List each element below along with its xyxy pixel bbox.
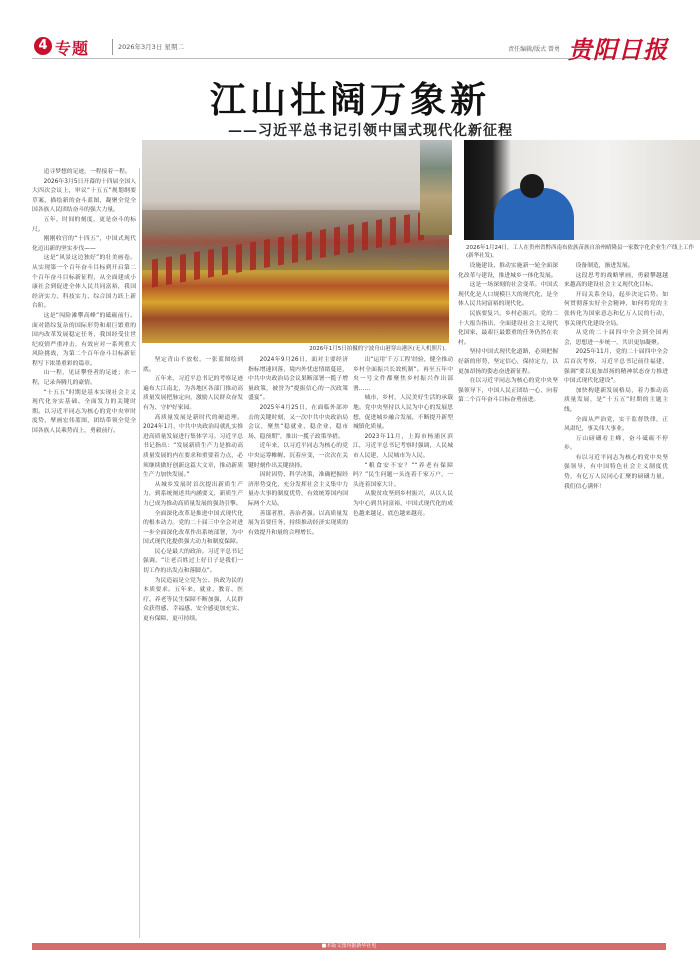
- page-header: [32, 35, 668, 64]
- paragraph: 2025年4月25日，在面临外部冲击的关键时刻，又一次中共中央政治局会议，聚焦“稳就业、稳企业、稳市场、稳预期”，推出一揽子政策举措。: [248, 404, 348, 440]
- paragraph: “十五五”时期是基本实现社会主义现代化夯实基础、全面发力的关键时期。以习近平同志为核心的党中央审时度势，擘画宏伟蓝图，团结带领全党全国各族人民乘势而上，勇毅前行。: [32, 389, 136, 435]
- worker-photo-caption: 2026年1月24日，工人在贵州省黔西南布依族苗族自治州晴隆县一家数字化企业生产线上工作(新华社发)。: [466, 245, 694, 259]
- paragraph: 全面深化改革是推进中国式现代化的根本动力。党的二十届三中全会对进一步全面深化改革作出系统部署，为中国式现代化提供强大动力和制度保障。: [143, 510, 243, 546]
- header-separator: [112, 39, 113, 55]
- port-photo: [142, 140, 449, 343]
- paragraph: 民心是最大的政治。习近平总书记强调，“让老百姓过上好日子是我们一切工作的出发点和落脚点”。: [143, 548, 243, 575]
- paragraph: 因时因势、科学决策，准确把握经济形势变化，充分发挥社会主义集中力量办大事的制度优势，有效统筹国内国际两个大局。: [248, 472, 348, 507]
- paragraph: 设施建设、推动实施新一轮全面深化改革与建设，推进城乡一体化发展。: [458, 263, 558, 279]
- paragraph: “粮食安不安？”“养老有保障吗？”民生问题一头连着千家万户，一头连着国家大计。: [353, 462, 453, 488]
- article-column-5: [458, 262, 558, 938]
- paragraph: 这是“闯险滩攀高峰”的砥砺前行。面对错综复杂的国际形势和艰巨繁重的国内改革发展稳定任务，我国经受住世纪疫情严重冲击，有效应对一系列重大风险挑战，为第二个百年奋斗目标新征程写下浓墨重彩的篇章。: [32, 312, 136, 367]
- article-column-2: [143, 356, 243, 938]
- article-subtitle: ——习近平总书记引领中国式现代化新征程: [228, 123, 513, 139]
- section-label: 专题: [55, 39, 90, 58]
- paragraph: 五年，时间的刻度，更是奋斗的标尺。: [32, 216, 136, 233]
- paragraph: 坚定青山不放松，一张蓝图绘到底。: [143, 357, 243, 373]
- paragraph: 从党的二十届四中全会到全国两会，思想进一步统一，共识更加凝聚。: [564, 330, 668, 346]
- paragraph: 近年来，以习近平同志为核心的党中央运筹帷幄、沉着应变，一次次在关键时刻作出关键抉择。: [248, 443, 348, 469]
- editor-credit: 责任编辑/版式 曾勇: [508, 46, 560, 53]
- paragraph: 有以习近平同志为核心的党中央坚强领导，有中国特色社会主义制度优势，有亿万人民同心汇聚的磅礴力量，我们信心满怀！: [564, 454, 668, 490]
- paragraph: 山一程，见证攀登者的足迹；水一程，记录奔腾儿的豪情。: [32, 370, 136, 387]
- port-photo-caption: 2026年1月5日拍摄的宁波舟山港穿山港区(无人机照片)。: [309, 346, 450, 352]
- masthead-logo: 贵阳日报: [568, 35, 668, 64]
- paragraph: 出“运用‘千万工程’经验，健全推动乡村全面振兴长效机制”。再至五年中央一号文件都聚焦乡村振兴作出部署……: [353, 357, 453, 392]
- article-column-4: [353, 356, 453, 938]
- city-photo: [420, 140, 452, 235]
- paragraph: 城市，乡村，人民美好生活的承载地。党中央坚持以人民为中心的发展思想，促进城乡融合发展，不断提升新型城镇化质量。: [353, 395, 453, 431]
- column-rule: [139, 168, 140, 938]
- paragraph: 2023年11月，上海市杨浦区滨江，习近平总书记考察时强调，人民城市人民建，人民城市为人民。: [353, 433, 453, 459]
- article-title: 江山壮阔万象新: [209, 80, 490, 121]
- worker-photo: [464, 140, 700, 240]
- paragraph: 善谋者胜，善治者强。以高质量发展为首要任务，持续推动经济实现质的有效提升和量的合理增长。: [248, 510, 348, 536]
- issue-date: 2026年3月3日 星期二: [118, 43, 184, 51]
- paragraph: 这段思考的战略擘画，勇毅攀越越来越高的建设社会主义现代化目标。: [564, 272, 668, 289]
- paragraph: 在以习近平同志为核心的党中央坚强领导下，中国人民正团结一心，向着第二个百年奋斗目标奋勇前进。: [458, 378, 558, 404]
- paragraph: 民族要复兴，乡村必振兴。党的二十大报告指出，全面建设社会主义现代化国家，最艰巨最繁重的任务仍然在农村。: [458, 310, 558, 346]
- article-column-1: [32, 168, 136, 938]
- paragraph: 2026年3月5日开幕的十四届全国人大四次会议上，审议“十五五”规划纲要草案，描绘新的奋斗蓝图，凝聚全党全国各族人民团结奋斗的强大力量。: [32, 178, 136, 214]
- paragraph: 为民造福是立党为公、执政为民的本质要求。五年来，就业、教育、医疗、养老等民生保障不断加强，人民群众获得感、幸福感、安全感更加充实、更有保障、更可持续。: [143, 577, 243, 623]
- paragraph: 高质量发展是新时代的硬道理。2024年1月，中共中央政治局就扎实推进高质量发展进行集体学习。习近平总书记指出：“发展新质生产力是推动高质量发展的内在要求和重要着力点，必须继续做好创新这篇大文章，推动新质生产力加快发展。”: [143, 414, 243, 479]
- page-number-badge: 4: [34, 37, 52, 55]
- worker-head: [520, 174, 544, 198]
- paragraph: 这是“风景这边独好”的壮美画卷。从实现第一个百年奋斗目标到开启第二个百年奋斗目标新征程，从全面建成小康社会到促进全体人民共同富裕，我国经济实力、科技实力、综合国力跃上新台阶。: [32, 255, 136, 310]
- paragraph: 万山磅礴看主峰，奋斗砥砺不停步。: [564, 435, 668, 452]
- paragraph: 追寻梦想的足迹，一程接着一程。: [43, 169, 131, 175]
- article-column-6: [564, 262, 668, 938]
- footer-bar: [32, 943, 666, 950]
- paragraph: 加快构建新发展格局，着力推动高质量发展，是“十五五”时期的主题主线。: [564, 387, 668, 413]
- paragraph: 坚持中国式现代化道路，必须把握好新的形势，坚定信心，保持定力，以更加昂扬的姿态奋进新征程。: [458, 349, 558, 375]
- paragraph: 五年来，习近平总书记的考察足迹遍布大江南北，为各地区各部门推动高质量发展把脉定向，激励人民群众奋发有为、守护好家园。: [143, 376, 243, 411]
- paragraph: 开局关系全局，起步决定后势。如何贯彻落实好全会精神，如何将党的主张转化为国家意志和亿万人民的行动，事关现代化建设全局。: [564, 291, 668, 327]
- footer-credit: ■本版文图均据新华社电: [321, 943, 377, 949]
- paragraph: 从城乡发展时首次提出新质生产力，到系统阐述其内涵要义，新质生产力已成为推动高质量发展的强劲引擎。: [143, 481, 243, 507]
- paragraph: 这是一场深刻的社会变革。中国式现代化是人口规模巨大的现代化，是全体人民共同富裕的现代化。: [458, 282, 558, 308]
- paragraph: 设备制造，渐进发展。: [575, 263, 634, 269]
- paragraph: 全面从严治党，实干监督铁律，正风肃纪，事关伟大事业。: [564, 416, 668, 433]
- paragraph: 2024年9月26日，面对主要经济指标增速回落，境内外忧虑情绪蔓延，中共中央政治局会议果断部署一揽子增量政策，被誉为“提振信心的一次政策盛宴”。: [248, 357, 348, 402]
- paragraph: 2025年11月，党的二十届四中全会后首次考察，习近平总书记前往福建，强调“要以更加昂扬的精神状态奋力推进中国式现代化建设”。: [564, 349, 668, 385]
- paragraph: 刚刚收官的“十四五”，中国式现代化迈出新的坚实步伐——: [32, 236, 136, 252]
- article-column-3: [248, 356, 348, 938]
- paragraph: 从脱贫攻坚到乡村振兴，从以人民为中心到共同富裕，中国式现代化的成色越来越足、底色越来越亮。: [353, 491, 453, 517]
